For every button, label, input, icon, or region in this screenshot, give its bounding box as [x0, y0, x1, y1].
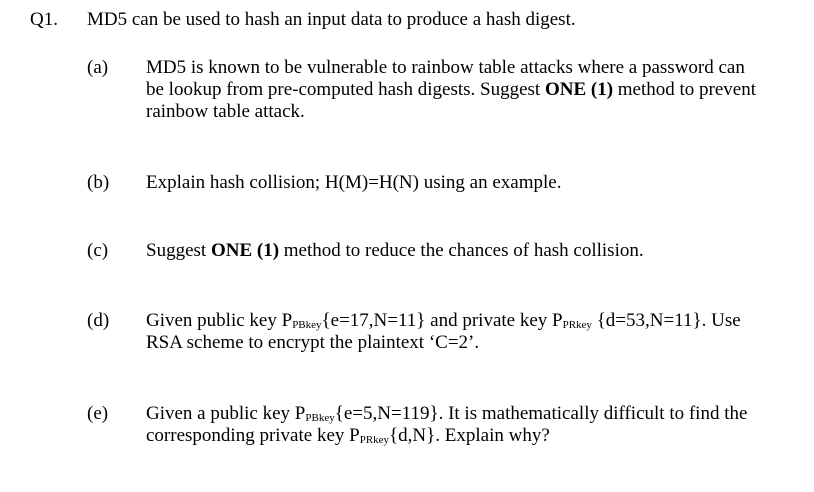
part-d-t3: {d=53,N=11}. Use [591, 310, 741, 331]
question-number: Q1. [30, 9, 58, 30]
question-text: MD5 can be used to hash an input data to produce a hash digest. [87, 9, 576, 30]
part-d-line2: RSA scheme to encrypt the plaintext ‘C=2’. [146, 332, 480, 353]
part-d-t2: {e=17,N=11} and private key P [321, 310, 563, 331]
part-a-line2-end: method to prevent [613, 79, 757, 100]
part-e-t4: {d,N}. Explain why? [389, 425, 550, 446]
part-b-label: (b) [87, 172, 110, 193]
part-a-label: (a) [87, 57, 109, 78]
part-a-line2-text: be lookup from pre-computed hash digests. Suggest [146, 79, 545, 100]
part-e-sub2: PRkey [359, 434, 390, 446]
part-a-line3: rainbow table attack. [146, 101, 305, 122]
part-d-label: (d) [87, 310, 110, 331]
part-b-text: Explain hash collision; H(M)=H(N) using an example. [146, 172, 562, 193]
part-c-body [146, 240, 796, 262]
part-d-line1 [146, 310, 796, 332]
part-d-body [146, 310, 796, 354]
part-c-text-start: Suggest [146, 240, 211, 261]
part-d-sub1: PBkey [292, 319, 322, 331]
part-e-t1: Given a public key P [146, 403, 306, 424]
part-e-t2: {e=5,N=119}. It is mathematically difficult to find the [334, 403, 748, 424]
part-e-t3: corresponding private key P [146, 425, 360, 446]
part-a-bold: ONE (1) [544, 79, 614, 100]
part-d-sub2: PRkey [562, 319, 592, 331]
part-d-t1: Given public key P [146, 310, 293, 331]
part-b-body [146, 172, 796, 194]
part-e-line1 [146, 403, 796, 425]
part-e-line2 [146, 425, 796, 447]
part-e-sub1: PBkey [305, 412, 335, 424]
part-c-label: (c) [87, 240, 109, 261]
part-a-line2 [146, 79, 796, 101]
part-c-bold: ONE (1) [210, 240, 280, 261]
part-a-line1: MD5 is known to be vulnerable to rainbow table attacks where a password can [146, 57, 745, 78]
part-c-line [146, 240, 796, 262]
part-a-body [146, 57, 796, 123]
part-e-body [146, 403, 796, 447]
part-c-text-end: method to reduce the chances of hash collision. [279, 240, 644, 261]
part-e-label: (e) [87, 403, 109, 424]
